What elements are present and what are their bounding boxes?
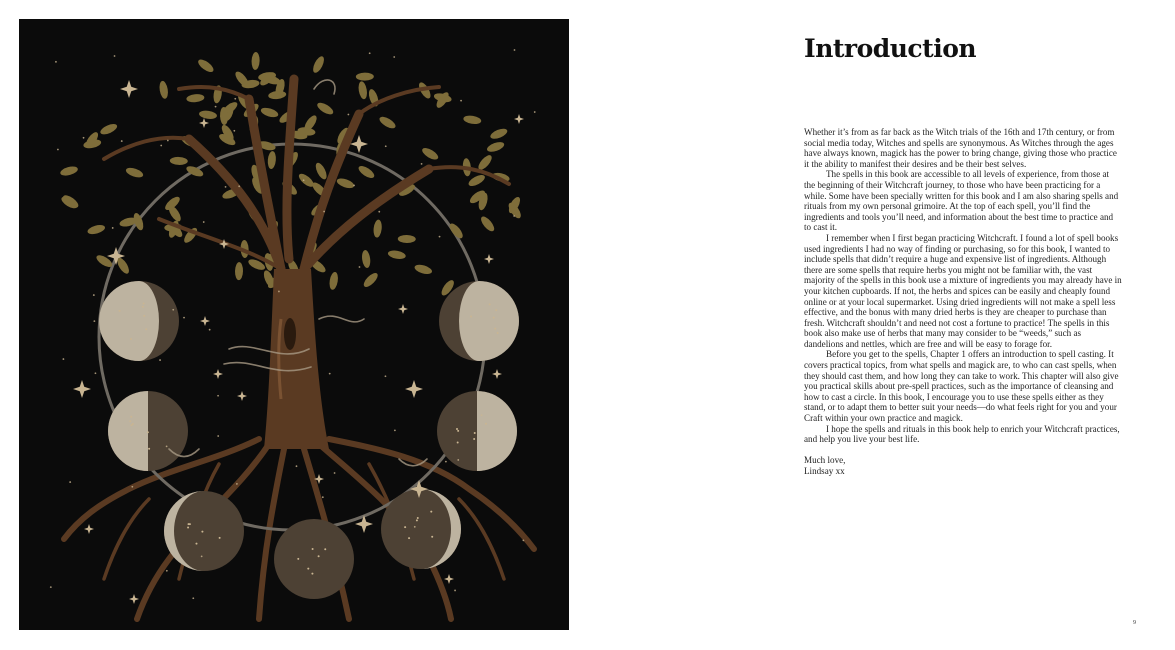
page-title: Introduction [804, 34, 977, 63]
star-dot [393, 56, 395, 58]
moon-last-quarter [437, 391, 517, 471]
moon-speck [473, 438, 475, 440]
moon-speck [489, 303, 491, 305]
moon-waxing-crescent [164, 491, 244, 571]
star-dot [353, 185, 355, 187]
star-dot [421, 163, 423, 165]
moon-shadow [274, 519, 354, 599]
star-dot [238, 185, 240, 187]
star-dot [513, 215, 515, 217]
star-dot [445, 461, 447, 463]
moon-speck [324, 548, 326, 550]
moon-speck [404, 526, 406, 528]
paragraph-2: The spells in this book are accessible to all levels of experience, from those at the beginning of their Witchcraft journey, to those who have been practicing for a while. Some have been specially written for this book and I am also sharing spells and rituals from my own personal grimoire. At the top of each spell, you’ll find the ingredients and tools you’ll need, and information about the best time to practice and to cast it. [804, 169, 1119, 233]
star-dot [203, 221, 205, 223]
paragraph-5: I hope the spells and rituals in this book help to enrich your Witchcraft practices, and help you live your best life. [804, 423, 1120, 445]
star-dot [114, 55, 116, 57]
moon-speck [497, 332, 499, 334]
moon-first-quarter [108, 391, 188, 471]
star-dot [236, 483, 238, 485]
star-dot [83, 137, 85, 139]
moon-speck [195, 543, 197, 545]
star-dot [278, 291, 280, 293]
star-dot [234, 98, 236, 100]
moon-waxing-gibbous [99, 281, 179, 361]
star-dot [233, 130, 235, 132]
star-dot [69, 481, 71, 483]
moon-speck [417, 517, 419, 519]
moon-speck [143, 303, 145, 305]
moon-speck [145, 328, 147, 330]
star-dot [217, 395, 219, 397]
star-dot [322, 496, 324, 498]
moon-waning-gibbous [439, 281, 519, 361]
moon-speck [457, 441, 459, 443]
moon-speck [148, 448, 150, 450]
star-dot [414, 526, 416, 528]
moon-speck [485, 423, 487, 425]
star-dot [93, 320, 95, 322]
closing-line: Much love, [804, 455, 846, 466]
introduction-page [804, 34, 1122, 477]
moon-speck [311, 573, 313, 575]
moon-speck [297, 558, 299, 560]
star-dot [296, 465, 298, 467]
star-dot [131, 486, 133, 488]
star-dot [454, 590, 456, 592]
star-dot [166, 570, 168, 572]
star-dot [394, 429, 396, 431]
paragraph-3: I remember when I first began practicing Witchcraft. I found a lot of spell books used ingredients I had no way of finding or purchasing, so for this book, I wanted to include spells that didn’t require a huge and expensive list of ingredients. Although there are some spells that require herbs you might not be familiar with, the vast majority of the spells in this book use a mixture of ingredients you may already have in your kitchen cupboards. If not, the herbs and spices can be easily and cheaply found online or at your local supermarket. Using dried ingredients will not make a spell less effective, and the bonus with many dried herbs is they are cheaper to purchase than fresh. Witchcraft shouldn’t and need not cost a fortune to practice! The spells in this book also make use of herbs that many may consider to be “weeds,” such as dandelions and nettles, which are free and will be easy to forage for. [804, 232, 1122, 349]
signoff [804, 455, 1122, 476]
star-dot [514, 49, 516, 51]
star-dot [55, 61, 57, 63]
moon-speck [318, 555, 320, 557]
moon-speck [470, 315, 472, 317]
star-dot [112, 227, 114, 229]
star-dot [347, 114, 349, 116]
moon-speck [494, 328, 496, 330]
star-dot [166, 445, 168, 447]
moon-speck [456, 428, 458, 430]
star-dot [159, 359, 161, 361]
star-dot [192, 597, 194, 599]
star-dot [359, 266, 361, 268]
star-dot [160, 145, 162, 147]
author-signature: Lindsay xx [804, 466, 845, 476]
moon-speck [129, 420, 131, 422]
moon-speck [431, 536, 433, 538]
star-dot [522, 539, 524, 541]
moon-speck [187, 527, 189, 529]
star-dot [183, 317, 185, 319]
star-dot [209, 329, 211, 331]
star-dot [460, 100, 462, 102]
moon-speck [143, 315, 145, 317]
paragraph-4: Before you get to the spells, Chapter 1 offers an introduction to spell casting. It covers practical topics, from what spells and magick are, to who can cast spells, when they should cast them, and how long they can take to work. This chapter will also give you practical skills about pre-spell practices, such as the importance of cleansing and how to cast a circle. In this book, I encourage you to use these spells either as they stand, or to adapt them to better suit your needs—do what feels right for you and your Craft within your own practice and magick. [804, 349, 1119, 424]
moon-speck [312, 548, 314, 550]
star-dot [385, 145, 387, 147]
moon-speck [416, 519, 418, 521]
star-dot [439, 236, 441, 238]
star-dot [95, 372, 97, 374]
star-dot [534, 111, 536, 113]
star-dot [50, 586, 52, 588]
moon-speck [142, 306, 144, 308]
star-dot [303, 179, 305, 181]
moon-speck [130, 416, 132, 418]
paragraph-1: Whether it’s from as far back as the Witch trials of the 16th and 17th century, or from social media today, Witches and spells are synonymous. As Witches through the ages have always known, magick has the power to bring change, giving those who practice it the ability to manifest their desires and be their best selves. [804, 127, 1117, 169]
star-dot [93, 294, 95, 296]
moon-speck [119, 310, 121, 312]
star-dot [329, 373, 331, 375]
moon-speck [408, 537, 410, 539]
moon-speck [493, 317, 495, 319]
trunk-hollow [284, 318, 296, 350]
star-dot [201, 556, 203, 558]
star-dot [334, 472, 336, 474]
star-dot [225, 186, 227, 188]
star-dot [57, 149, 59, 151]
star-dot [217, 435, 219, 437]
star-dot [172, 309, 174, 311]
page-number: 9 [1133, 620, 1136, 626]
moon-speck [131, 424, 133, 426]
star-dot [63, 358, 65, 360]
moon-speck [219, 537, 221, 539]
star-dot [215, 106, 217, 108]
moon-speck [130, 338, 132, 340]
moon-speck [474, 432, 476, 434]
moon-speck [201, 531, 203, 533]
moon-speck [147, 431, 149, 433]
star-dot [167, 140, 169, 142]
moon-waning-crescent [381, 489, 461, 569]
moon-speck [457, 430, 459, 432]
tree-of-moons-illustration [19, 19, 569, 630]
moon-new [274, 519, 354, 599]
moon-speck [430, 511, 432, 513]
star-dot [481, 414, 483, 416]
star-dot [378, 211, 380, 213]
moon-speck [307, 568, 309, 570]
star-dot [323, 211, 325, 213]
introduction-body [804, 127, 1122, 445]
star-dot [385, 375, 387, 377]
star-dot [121, 140, 123, 142]
star-dot [369, 52, 371, 54]
moon-speck [495, 309, 497, 311]
star-dot [457, 459, 459, 461]
moon-speck [188, 523, 190, 525]
